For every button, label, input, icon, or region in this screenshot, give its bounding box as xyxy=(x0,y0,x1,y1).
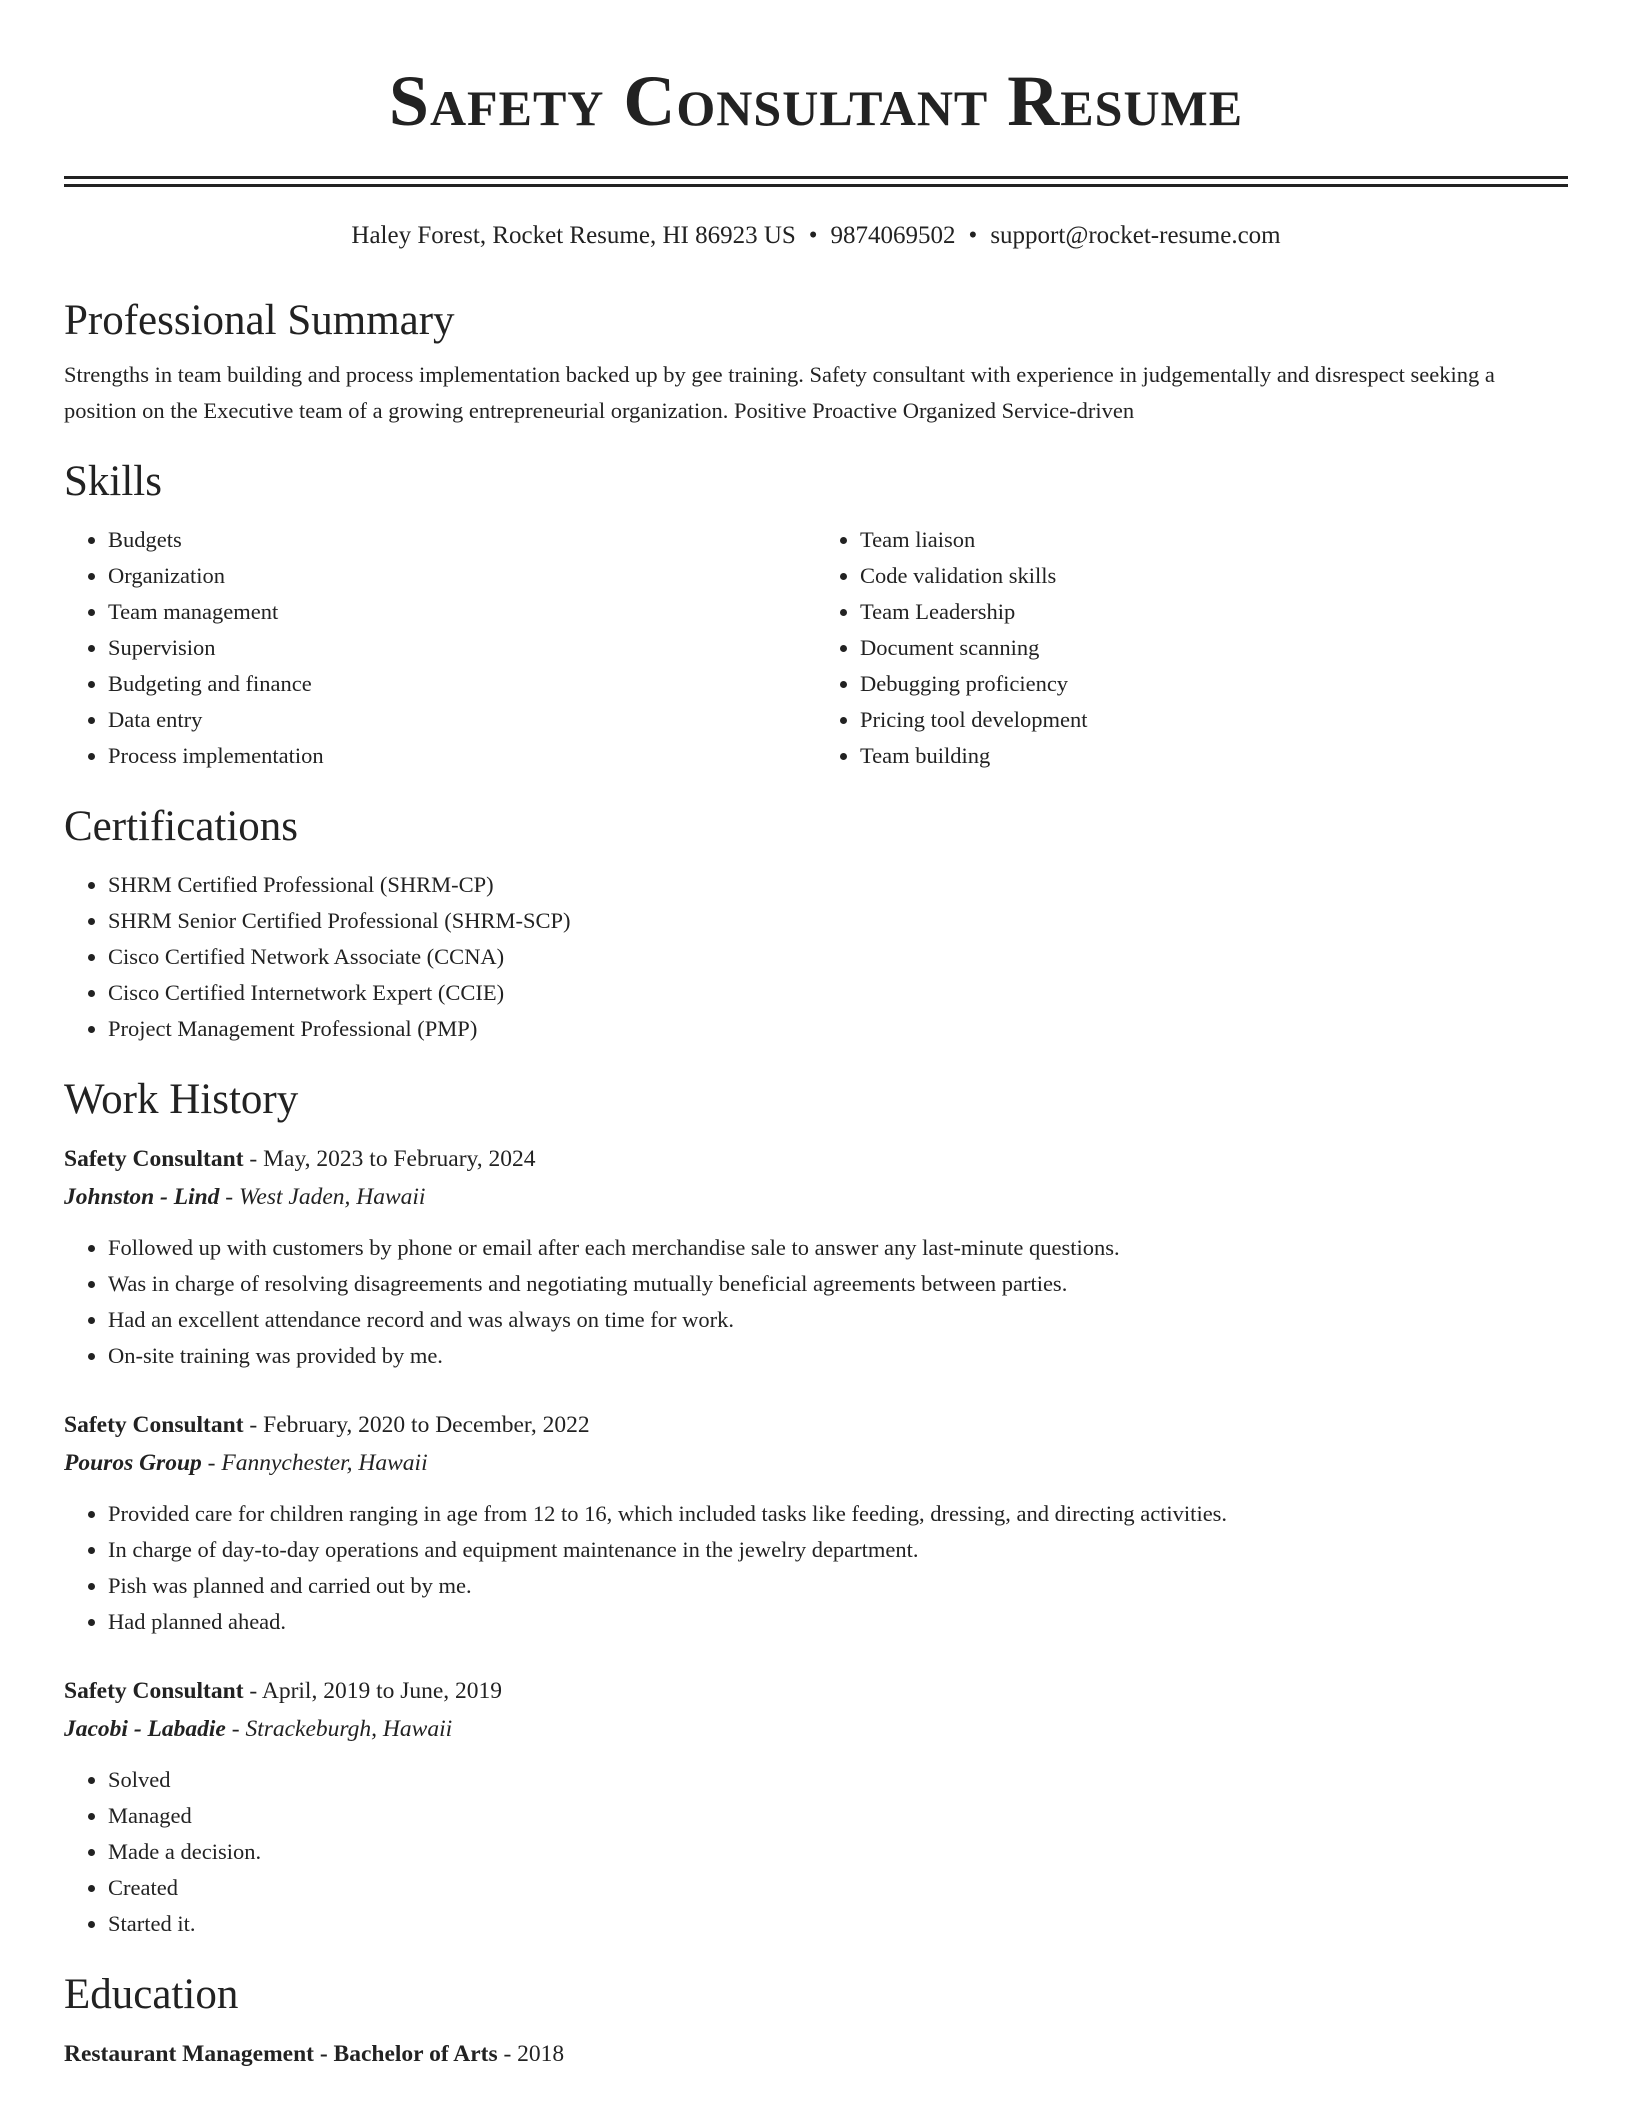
certification-item: • Project Management Professional (PMP) xyxy=(108,1011,1568,1047)
skills-list-left xyxy=(64,522,816,774)
job-bullet: • In charge of day-to-day operations and equipment maintenance in the jewelry department. xyxy=(108,1532,1568,1568)
work-history-section xyxy=(64,1074,1568,1942)
skill-item: • Data entry xyxy=(108,702,816,738)
job-company: Pouros Group xyxy=(64,1450,202,1476)
contact-address: Haley Forest, Rocket Resume, HI 86923 US xyxy=(351,222,796,249)
certification-item: • SHRM Certified Professional (SHRM-CP) xyxy=(108,867,1568,903)
job-bullet: • Followed up with customers by phone or email after each merchandise sale to answer any last-minute questions. xyxy=(108,1230,1568,1266)
job-title: Safety Consultant xyxy=(64,1678,244,1704)
certification-item: • Cisco Certified Internetwork Expert (CCIE) xyxy=(108,975,1568,1011)
certifications-section xyxy=(64,801,1568,1047)
skill-item: • Team building xyxy=(860,738,1568,774)
job-dash: - xyxy=(249,1412,258,1438)
contact-email: support@rocket-resume.com xyxy=(990,222,1281,249)
job-entry xyxy=(64,1672,1568,1942)
summary-text: Strengths in team building and process implementation backed up by gee training. Safety consultant with experience in judgementally and disrespect seeking a position on the Executive team of a growing entrepreneurial organization. Positive Proactive Organized Service-driven xyxy=(64,362,1495,423)
job-bullet-list xyxy=(64,1496,1568,1640)
job-company: Johnston - Lind xyxy=(64,1184,220,1210)
skill-item: • Supervision xyxy=(108,630,816,666)
job-company-line xyxy=(64,1178,1568,1216)
skill-item: • Team management xyxy=(108,594,816,630)
job-title-line xyxy=(64,1672,1568,1710)
skills-list-right xyxy=(816,522,1568,774)
education-section xyxy=(64,1969,1568,2073)
skill-item: • Process implementation xyxy=(108,738,816,774)
job-entry xyxy=(64,1406,1568,1640)
job-title: Safety Consultant xyxy=(64,1412,244,1438)
certifications-list xyxy=(64,867,1568,1047)
job-bullet: • Started it. xyxy=(108,1906,1568,1942)
job-bullet: • Provided care for children ranging in age from 12 to 16, which included tasks like feeding, dressing, and directing activities. xyxy=(108,1496,1568,1532)
skill-item: • Code validation skills xyxy=(860,558,1568,594)
education-year: 2018 xyxy=(517,2041,565,2067)
skill-item: • Debugging proficiency xyxy=(860,666,1568,702)
job-bullet: • Was in charge of resolving disagreements and negotiating mutually beneficial agreements between parties. xyxy=(108,1266,1568,1302)
job-dash: - xyxy=(231,1716,240,1742)
summary-heading: Professional Summary xyxy=(64,297,455,344)
skill-item: • Pricing tool development xyxy=(860,702,1568,738)
job-location: West Jaden, Hawaii xyxy=(239,1184,426,1210)
job-title: Safety Consultant xyxy=(64,1146,244,1172)
education-entry xyxy=(64,2035,1568,2073)
contact-separator: • xyxy=(808,222,818,249)
job-dates: February, 2020 to December, 2022 xyxy=(263,1412,590,1438)
skills-section xyxy=(64,456,1568,774)
job-dash: - xyxy=(249,1678,258,1704)
job-title-line xyxy=(64,1406,1568,1444)
job-dash: - xyxy=(249,1146,258,1172)
job-dates: May, 2023 to February, 2024 xyxy=(263,1146,536,1172)
contact-phone: 9874069502 xyxy=(830,222,956,249)
job-bullet: • Pish was planned and carried out by me. xyxy=(108,1568,1568,1604)
skill-item: • Document scanning xyxy=(860,630,1568,666)
job-dash: - xyxy=(207,1450,216,1476)
work-history-heading: Work History xyxy=(64,1076,299,1123)
job-bullet: • On-site training was provided by me. xyxy=(108,1338,1568,1374)
job-bullet: • Solved xyxy=(108,1762,1568,1798)
job-company-line xyxy=(64,1444,1568,1482)
job-location: Fannychester, Hawaii xyxy=(221,1450,428,1476)
job-bullet: • Managed xyxy=(108,1798,1568,1834)
job-bullet-list xyxy=(64,1762,1568,1942)
job-company: Jacobi - Labadie xyxy=(64,1716,226,1742)
summary-section xyxy=(64,295,1568,429)
certifications-heading: Certifications xyxy=(64,803,299,850)
skill-item: • Budgets xyxy=(108,522,816,558)
job-bullet-list xyxy=(64,1230,1568,1374)
title-double-rule xyxy=(64,176,1568,187)
job-dates: April, 2019 to June, 2019 xyxy=(261,1678,503,1704)
skill-item: • Budgeting and finance xyxy=(108,666,816,702)
skills-heading: Skills xyxy=(64,458,162,505)
job-bullet: • Had an excellent attendance record and was always on time for work. xyxy=(108,1302,1568,1338)
page-title: Safety Consultant Resume xyxy=(388,61,1244,141)
certification-item: • SHRM Senior Certified Professional (SHRM-SCP) xyxy=(108,903,1568,939)
job-dash: - xyxy=(225,1184,234,1210)
skill-item: • Team Leadership xyxy=(860,594,1568,630)
certification-item: • Cisco Certified Network Associate (CCNA) xyxy=(108,939,1568,975)
contact-line xyxy=(64,220,1568,252)
education-dash: - xyxy=(503,2041,512,2067)
job-bullet: • Created xyxy=(108,1870,1568,1906)
education-degree: Restaurant Management - Bachelor of Arts xyxy=(64,2041,498,2067)
contact-separator: • xyxy=(968,222,978,249)
job-title-line xyxy=(64,1140,1568,1178)
education-heading: Education xyxy=(64,1971,239,2018)
skill-item: • Organization xyxy=(108,558,816,594)
job-company-line xyxy=(64,1710,1568,1748)
job-entry xyxy=(64,1140,1568,1374)
skill-item: • Team liaison xyxy=(860,522,1568,558)
skills-columns xyxy=(64,522,1568,774)
job-bullet: • Had planned ahead. xyxy=(108,1604,1568,1640)
job-location: Strackeburgh, Hawaii xyxy=(245,1716,453,1742)
job-bullet: • Made a decision. xyxy=(108,1834,1568,1870)
